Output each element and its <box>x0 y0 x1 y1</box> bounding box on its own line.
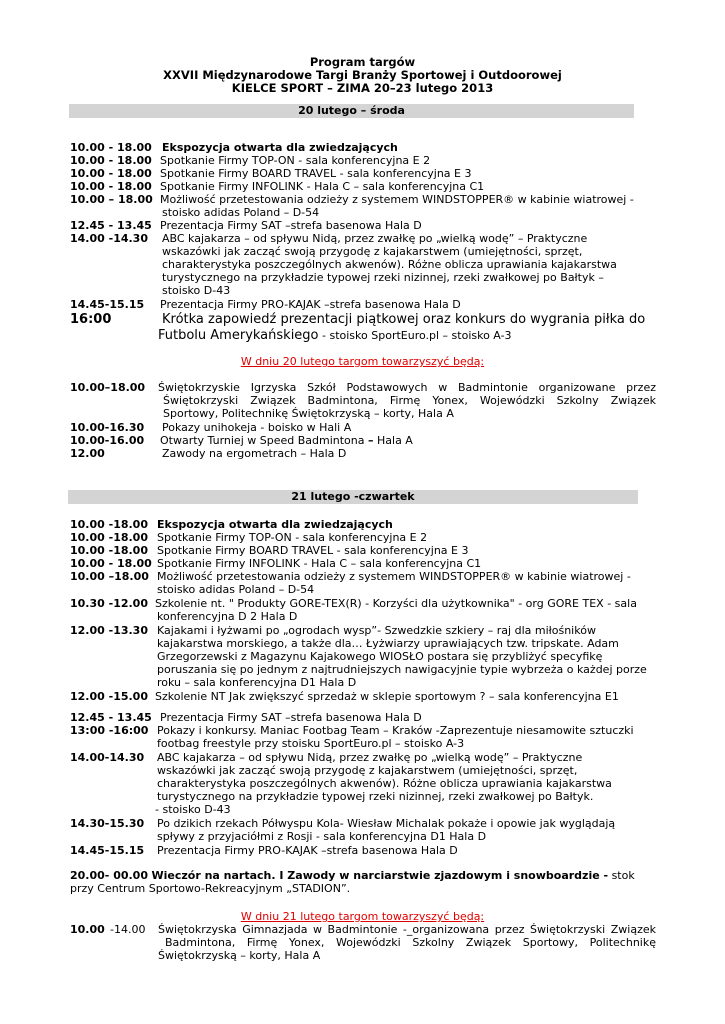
event-time: 10.00 –18.00 <box>70 570 149 583</box>
event-desc-part: Otwarty Turniej w Speed Badmintona <box>160 434 368 447</box>
event-time: 12.00 <box>70 447 105 460</box>
event-desc: Spotkanie Firmy INFOLINK - Hala C – sala konferencyjna C1 <box>160 180 485 193</box>
event-time: 10.00 – 18.00 <box>70 193 153 206</box>
event-desc: Spotkanie Firmy INFOLINK - Hala C – sala konferencyjna C1 <box>157 557 482 570</box>
event-desc: Prezentacja Firmy PRO-KAJAK –strefa basenowa Hala D <box>160 298 461 311</box>
event-desc <box>160 434 413 447</box>
program-title: Program targów <box>309 55 416 69</box>
event-time: 10.00 - 18.00 <box>70 154 152 167</box>
event-desc: Szkolenie nt. " Produkty GORE-TEX(R) - Korzyści dla użytkownika" - org GORE TEX - sala <box>155 597 637 610</box>
event-time: 14.30-15.30 <box>70 817 145 830</box>
event-desc-part: – <box>368 434 374 447</box>
event-time: 10.00-16.00 <box>70 434 145 447</box>
event-time: 10.00 -18.00 <box>70 518 148 531</box>
event-desc: wskazówki jak zacząć swoją przygodę z kajakarstwem (umiejętności, sprzęt, <box>157 764 578 777</box>
event-desc: Prezentacja Firmy SAT –strefa basenowa Hala D <box>160 711 422 724</box>
event-time: 10.00 -18.00 <box>70 544 148 557</box>
event-desc: turystycznego na przykładzie typowej rzeki nizinnej, rzeki zwałkowej po Bałtyk – <box>162 271 604 284</box>
event-desc: Możliwość przetestowania odzieży z systemem WINDSTOPPER® w kabinie wiatrowej - <box>160 193 634 206</box>
event-time: 10.00 -18.00 <box>70 531 148 544</box>
event-desc: Pokazy unihokeja - boisko w Hali A <box>162 421 352 434</box>
event-desc: charakterystyka poszczególnych akwenów). Różne oblicza uprawiania kajakarstwa <box>162 258 617 271</box>
event-desc: Zawody na ergometrach – Hala D <box>162 447 347 460</box>
event-desc: stoisko adidas Poland – D-54 <box>157 583 315 596</box>
event-desc-part: stok <box>608 869 635 882</box>
event-time: 10.00 - 18.00 <box>70 141 152 154</box>
event-desc: Grzegorzewski z Magazynu Kajakowego WIOSŁO postara się przybliżyć specyfikę <box>157 650 603 663</box>
event-desc: roku – sala konferencyjna D1 Hala D <box>157 676 357 689</box>
event-desc: Świętokrzyski Związek Badmintona, Firmę Yonex, Wojewódzki Szkolny Związek <box>163 394 656 407</box>
event-time: 12.00 -13.30 <box>70 624 148 637</box>
event-desc: Spotkanie Firmy TOP-ON - sala konferencyjna E 2 <box>160 154 431 167</box>
event-time: 14.00-14.30 <box>70 751 145 764</box>
event-desc-part: Futbolu Amerykańskiego <box>158 328 319 343</box>
event-time: 12.45 - 13.45 <box>70 711 152 724</box>
event-desc: charakterystyka poszczególnych akwenów). Różne oblicza uprawiania kajakarstwa <box>157 777 612 790</box>
event-desc: footbag freestyle przy stoisku SportEuro.pl – stoisko A-3 <box>157 737 465 750</box>
event-time: 14.45-15.15 <box>70 298 145 311</box>
event-desc: Badmintona, Firmę Yonex, Wojewódzki Szkolny Związek Sportowy, Politechnikę <box>165 936 656 949</box>
event-desc: Świętokrzyską – korty, Hala A <box>158 949 321 962</box>
event-desc: Po dzikich rzekach Półwyspu Kola- Wiesław Michalak pokaże i opowie jak wyglądają <box>157 817 616 830</box>
event-desc: poruszania się po jednym z najtrudniejszych nawigacyjnie typie wybrzeża o każdej porze <box>157 663 647 676</box>
event-desc: spływy z przyjaciółmi z Rosji - sala konferencyjna D1 Hala D <box>157 830 487 843</box>
event-desc: stoisko adidas Poland – D-54 <box>162 206 320 219</box>
evening-event-line2: przy Centrum Sportowo-Rekreacyjnym „STADION”. <box>70 882 351 895</box>
event-desc: turystycznego na przykładzie typowej rzeki nizinnej, rzeki zwałkowej po Bałtyk. <box>157 790 594 803</box>
event-time: 10.00–18.00 <box>70 381 146 394</box>
event-time: 14.00 -14.30 <box>70 232 148 245</box>
event-time: 12.00 -15.00 <box>70 690 148 703</box>
event-time-to: -14.00 <box>110 923 146 936</box>
accompany-heading: W dniu 20 lutego targom towarzyszyć będą: <box>240 355 485 368</box>
event-time: 10.00-16.30 <box>70 421 145 434</box>
event-desc: Ekspozycja otwarta dla zwiedzających <box>162 141 398 154</box>
event-desc: Spotkanie Firmy TOP-ON - sala konferencyjna E 2 <box>157 531 428 544</box>
event-desc: wskazówki jak zacząć swoją przygodę z kajakarstwem (umiejętności, sprzęt, <box>162 245 583 258</box>
event-desc: Ekspozycja otwarta dla zwiedzających <box>157 518 393 531</box>
event-desc: Świętokrzyskie Igrzyska Szkół Podstawowych w Badmintonie organizowane przez <box>158 381 656 394</box>
event-desc: Prezentacja Firmy SAT –strefa basenowa Hala D <box>160 219 422 232</box>
event-time: 10.30 -12.00 <box>70 597 148 610</box>
event-desc: kajakarstwa morskiego, a także dla… Łyżwiarzy uprawiających tzw. tripskate. Adam <box>157 637 619 650</box>
event-desc: ABC kajakarza – od spływu Nidą, przez zwałkę po „wielką wodę” – Praktyczne <box>157 751 583 764</box>
event-desc-part: - stoisko SportEuro.pl – stoisko A-3 <box>318 329 512 342</box>
fair-dates: KIELCE SPORT – ZIMA 20–23 lutego 2013 <box>231 81 494 95</box>
event-time: 10.00 - 18.00 <box>70 167 152 180</box>
event-desc: Krótka zapowiedź prezentacji piątkowej oraz konkurs do wygrania piłka do <box>162 312 646 327</box>
event-desc: Prezentacja Firmy PRO-KAJAK –strefa basenowa Hala D <box>157 844 458 857</box>
event-time: 12.45 - 13.45 <box>70 219 152 232</box>
event-time: 13:00 -16:00 <box>70 724 149 737</box>
event-desc-part: Hala A <box>373 434 413 447</box>
accompany-heading: W dniu 21 lutego targom towarzyszyć będą: <box>240 910 485 923</box>
event-desc: - stoisko D-43 <box>155 803 231 816</box>
event-time: 14.45-15.15 <box>70 844 145 857</box>
event-desc: Kajakami i łyżwami po „ogrodach wysp”- Szwedzkie szkiery – raj dla miłośników <box>157 624 596 637</box>
evening-event-line1 <box>70 869 635 882</box>
fair-name: XXVII Międzynarodowe Targi Branży Sportowej i Outdoorowej <box>163 68 562 82</box>
event-desc: Spotkanie Firmy BOARD TRAVEL - sala konferencyjna E 3 <box>160 167 472 180</box>
event-desc: stoisko D-43 <box>162 284 231 297</box>
day2-header-bar: 21 lutego -czwartek <box>68 490 638 504</box>
event-desc: ABC kajakarza – od spływu Nidą, przez zwałkę po „wielką wodę” – Praktyczne <box>162 232 588 245</box>
event-desc: Pokazy i konkursy. Maniac Footbag Team – Kraków -Zaprezentuje niesamowite sztuczki <box>157 724 634 737</box>
event-time: 16:00 <box>70 312 112 327</box>
event-desc: konferencyjna D 2 Hala D <box>157 610 298 623</box>
event-desc: Możliwość przetestowania odzieży z systemem WINDSTOPPER® w kabinie wiatrowej - <box>157 570 631 583</box>
event-time: 10.00 - 18.00 <box>70 180 152 193</box>
event-time: 10.00 - 18.00 <box>70 557 152 570</box>
event-time: 20.00- 00.00 <box>70 869 148 882</box>
event-desc: Szkolenie NT Jak zwiększyć sprzedaż w sklepie sportowym ? – sala konferencyjna E1 <box>155 690 619 703</box>
event-desc <box>158 328 512 344</box>
day1-header-bar: 20 lutego – środa <box>69 104 634 118</box>
event-desc: Spotkanie Firmy BOARD TRAVEL - sala konferencyjna E 3 <box>157 544 469 557</box>
event-desc: Świętokrzyska Gimnazjada w Badmintonie -_organizowana przez Świętokrzyski Związek <box>158 923 656 936</box>
event-desc: Sportowy, Politechnikę Świętokrzyską – korty, Hala A <box>163 407 454 420</box>
event-time: 10.00 <box>70 923 105 936</box>
event-desc-part: Wieczór na nartach. I Zawody w narciarstwie zjazdowym i snowboardzie - <box>151 869 609 882</box>
